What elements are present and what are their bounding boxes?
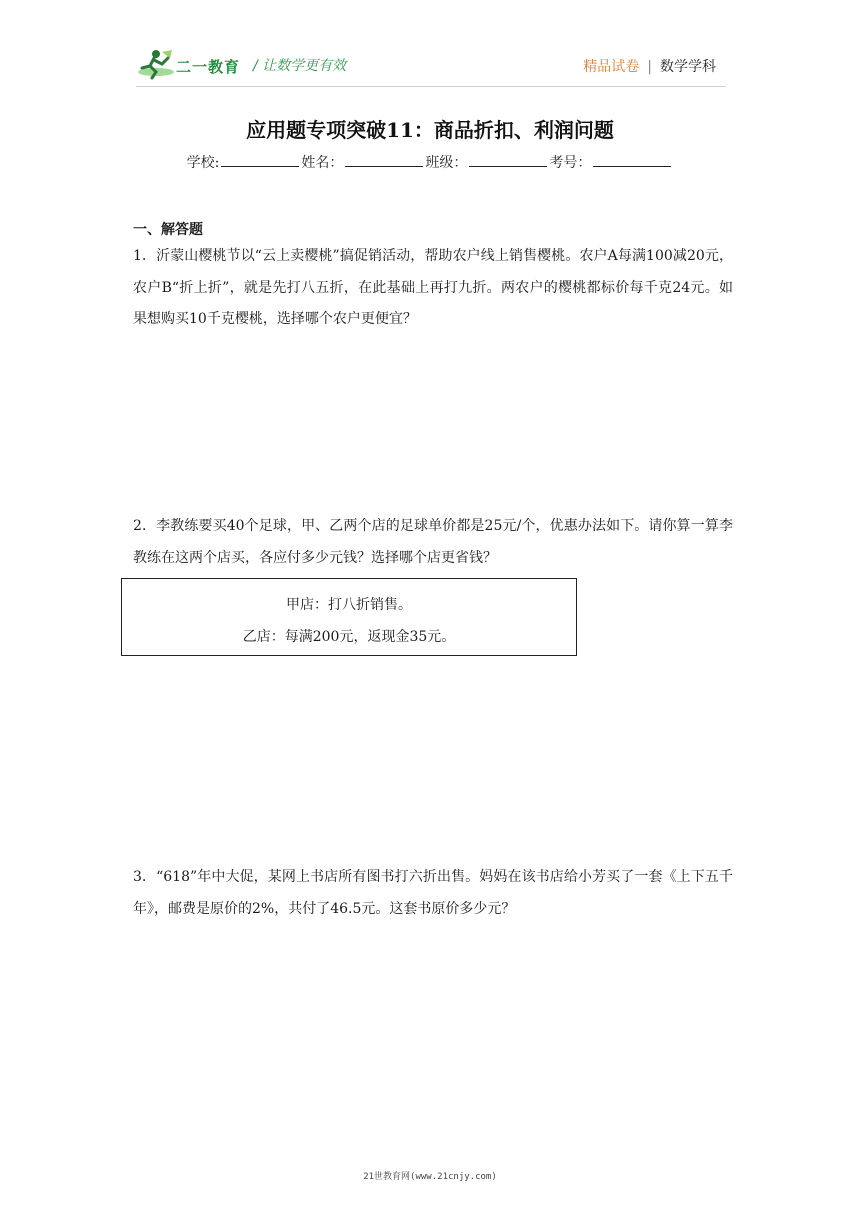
name-label: 姓名： — [301, 155, 344, 171]
class-label: 班级： — [425, 155, 468, 171]
logo-text: 二一教育 — [176, 58, 241, 76]
name-blank[interactable] — [345, 154, 423, 167]
class-blank[interactable] — [469, 154, 547, 167]
store-b-offer: 乙店：每满200元，返现金35元。 — [242, 629, 456, 645]
student-info-line — [0, 152, 860, 172]
header-separator: | — [647, 59, 652, 75]
question-2: 2．李教练要买40个足球，甲、乙两个店的足球单价都是25元/个，优惠办法如下。请你算一算李教练在这两个店买，各应付多少元钱？选择哪个店更省钱？ — [133, 518, 733, 566]
page-footer: 21世教育网(www.21cnjy.com) — [363, 1172, 497, 1182]
header-subject: 数学学科 — [660, 59, 716, 75]
school-label: 学校: — [186, 155, 220, 171]
header-tag-premium: 精品试卷 — [583, 59, 640, 75]
page-header — [0, 0, 860, 90]
section-heading: 一、解答题 — [133, 222, 203, 238]
exam-no-blank[interactable] — [593, 154, 671, 167]
school-blank[interactable] — [221, 154, 299, 167]
slogan: / 让数学更有效 — [253, 58, 347, 74]
header-right — [583, 56, 716, 76]
header-divider — [136, 86, 726, 87]
exam-no-label: 考号： — [549, 155, 592, 171]
question-3: 3．“618”年中大促，某网上书店所有图书打六折出售。妈妈在该书店给小芳买了一套《上下五千年》，邮费是原价的2%，共付了46.5元。这套书原价多少元？ — [133, 869, 733, 917]
store-a-offer: 甲店：打八折销售。 — [286, 597, 412, 613]
discount-box — [121, 578, 577, 656]
page-title: 应用题专项突破11：商品折扣、利润问题 — [246, 118, 614, 142]
question-1: 1．沂蒙山樱桃节以“云上卖樱桃”搞促销活动，帮助农户线上销售樱桃。农户A每满100减20元，农户B“折上折”，就是先打八五折，在此基础上再打九折。两农户的樱桃都标价每千克24元。如果想购买10千克樱桃，选择哪个农户更便宜？ — [133, 248, 733, 327]
